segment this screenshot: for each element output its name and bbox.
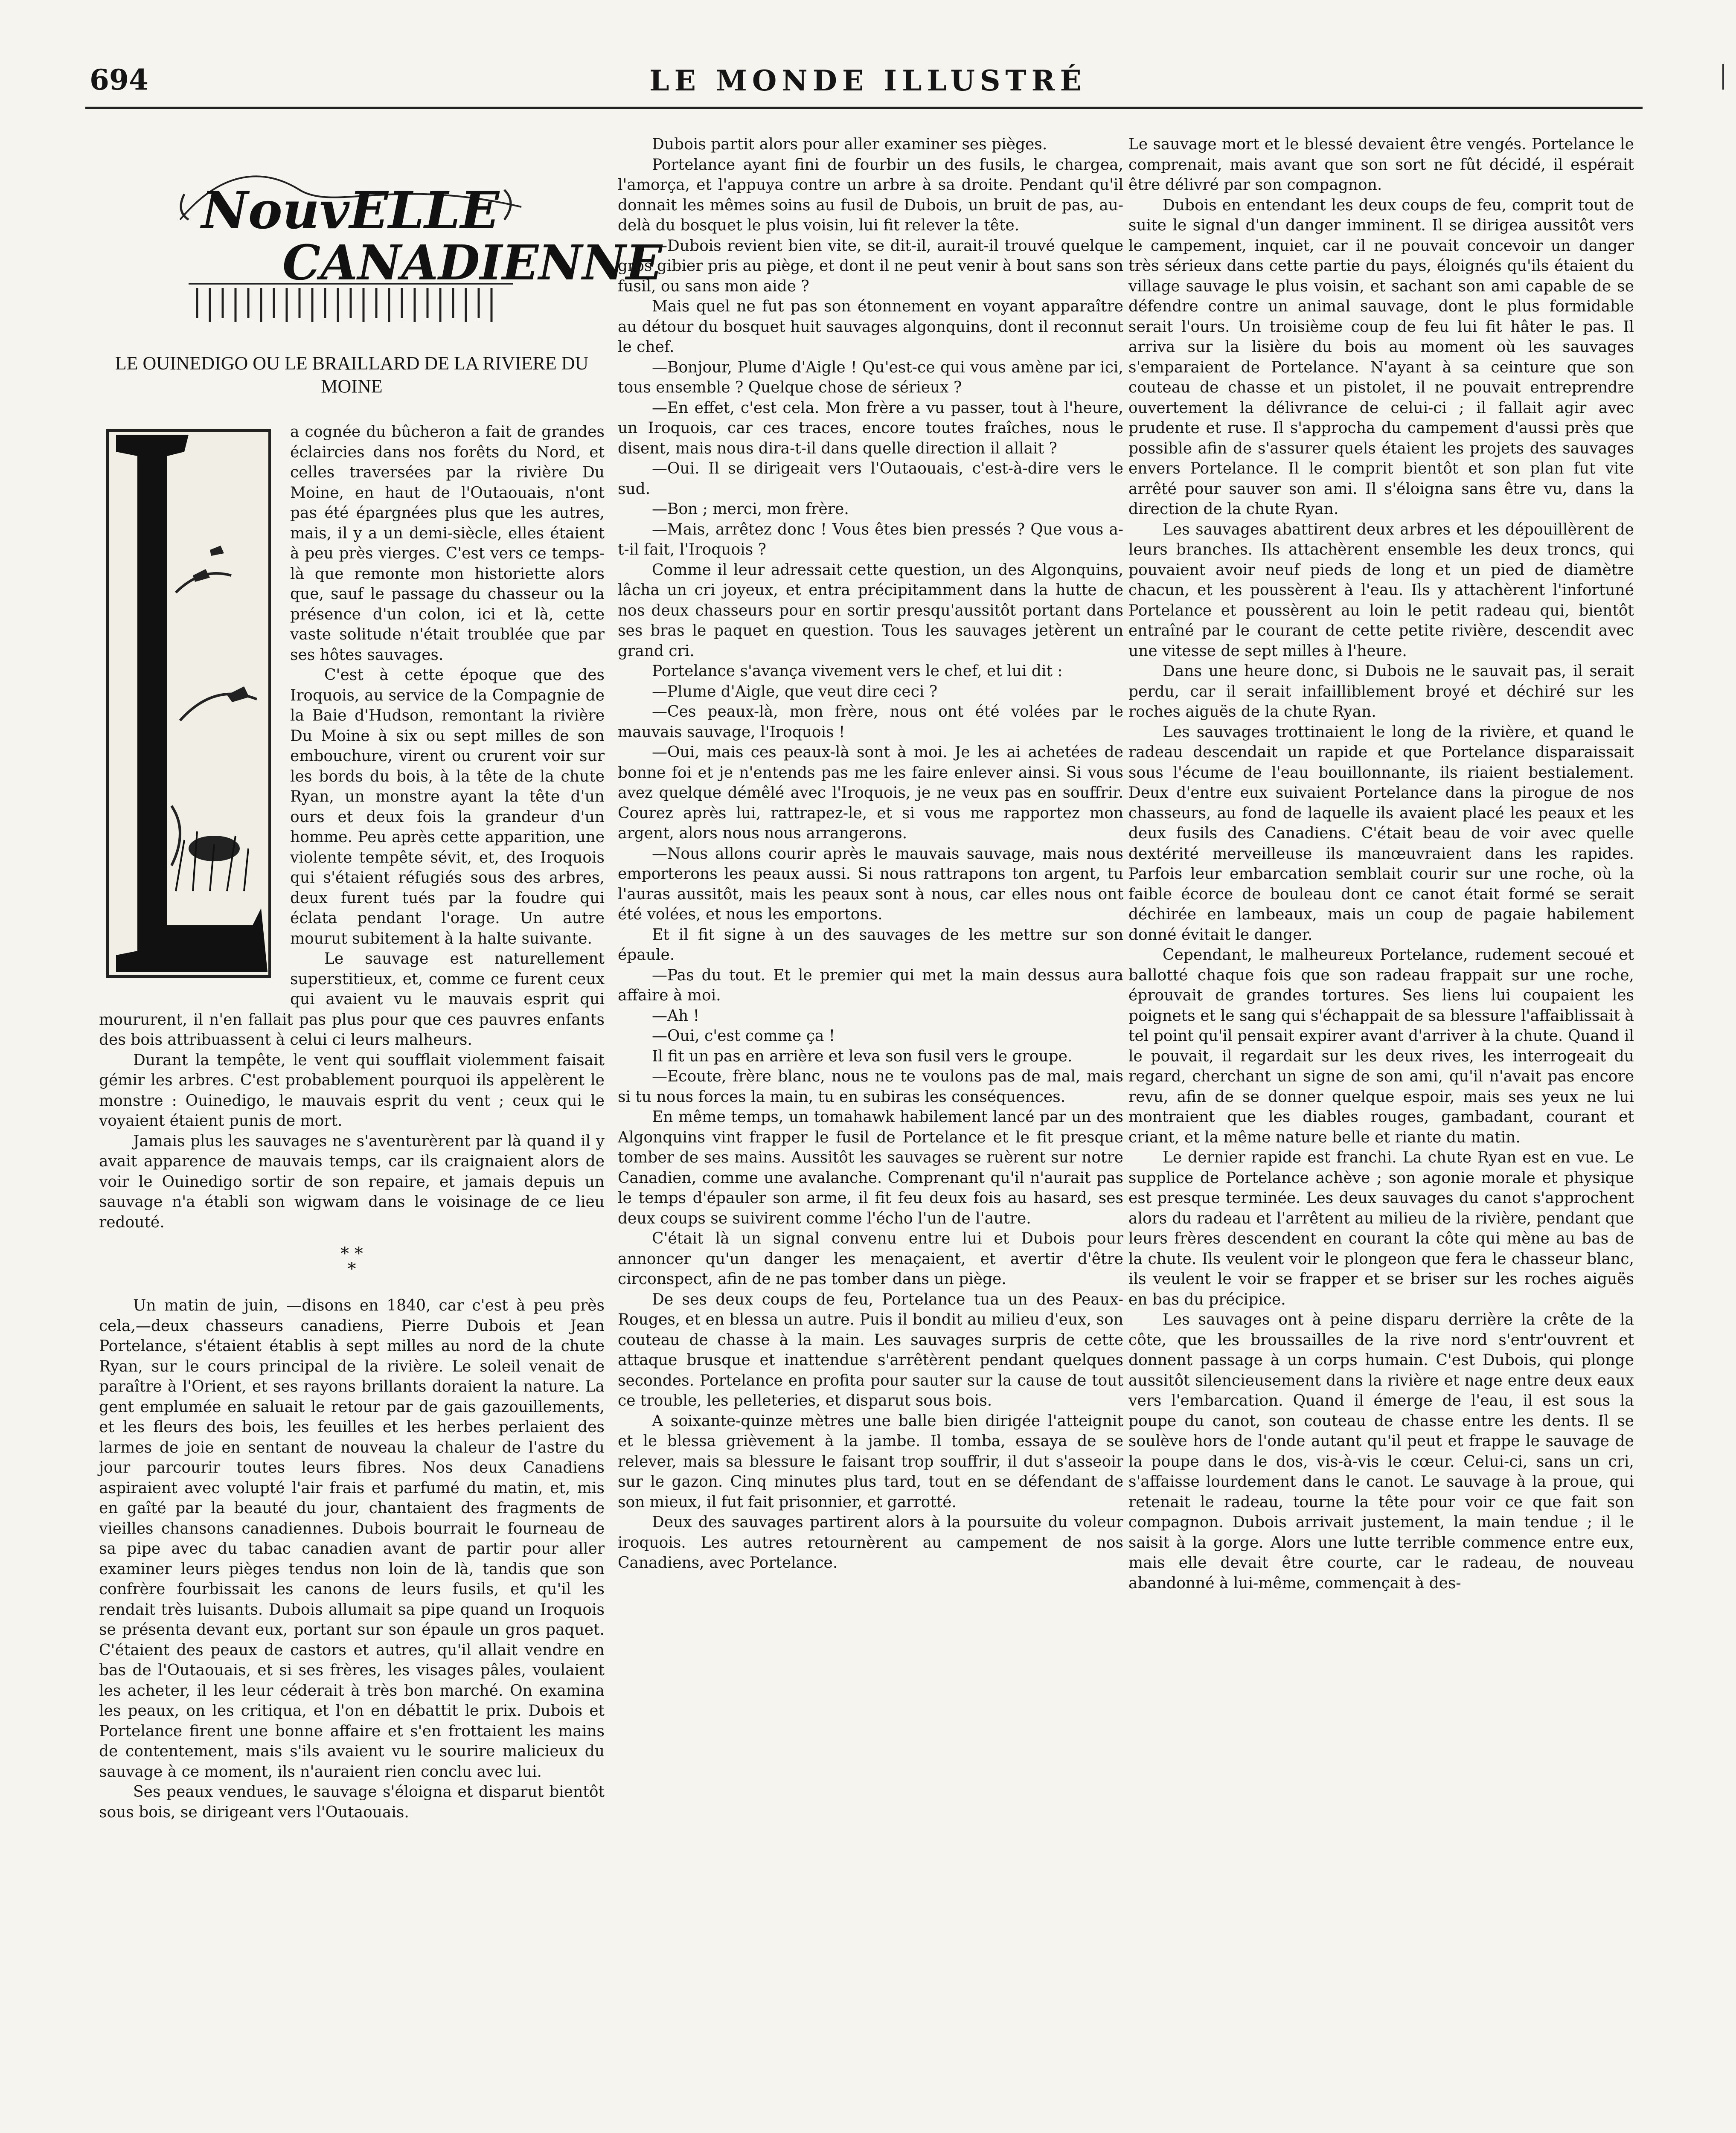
page-number: 694 — [90, 63, 148, 96]
article-paragraph: Le sauvage est naturellement superstitieux, et, comme ce furent ceux qui avaient vu le mauvais esprit qui moururent, il n'en fallait pas plus pour que ces pauvres enfants des bois attribuassent à celui ci leurs malheurs. — [99, 950, 605, 1049]
edge-mark — [1722, 64, 1731, 90]
article-paragraph: —Bonjour, Plume d'Aigle ! Qu'est-ce qui vous amène par ici, tous ensemble ? Quelque chose de sérieux ? — [618, 358, 1123, 396]
article-paragraph: Le sauvage mort et le blessé devaient être vengés. Portelance le comprenait, mais avant que son sort ne fût décidé, il espérait être délivré par son compagnon. — [1128, 136, 1634, 194]
article-title: LE OUINEDIGO OU LE BRAILLARD DE LA RIVIERE DU MOINE — [115, 353, 589, 397]
article-paragraph: —Ecoute, frère blanc, nous ne te voulons pas de mal, mais si tu nous forces la main, tu en subiras les conséquences. — [618, 1068, 1123, 1106]
svg-text:CANADIENNE: CANADIENNE — [282, 235, 663, 291]
article-paragraph: Portelance s'avança vivement vers le chef, et lui dit : — [652, 663, 1063, 680]
article-paragraph: —Oui, c'est comme ça ! — [652, 1027, 835, 1045]
article-paragraph: Dubois en entendant les deux coups de feu, comprit tout de suite le signal d'un danger imminent. Il se dirigea aussitôt vers le campement, inquiet, car il ne pouvait concevoir un danger très sérieux dans cette partie du pays, éloignés qu'ils étaient du village sauvage le plus voisin, et sachant son ami capable de se défendre contre un animal sauvage, dont le plus formidable serait l'ours. Un troisième coup de feu lui fit hâter le pas. Il arriva sur la lisière du bois au moment où les sauvages s'emparaient de Portelance. N'ayant à sa ceinture que son couteau de chasse et un pistolet, il ne pouvait entreprendre ouvertement la délivrance de celui-ci ; il fallait agir avec prudente et ruse. Il s'approcha du campement d'aussi près que possible afin de s'assurer quels étaient les projets des sauvages envers Portelance. Il le comprit bientôt et son plan fut vite arrêté pour sauver son ami. Il s'éloigna sans être vu, dans la direction de la chute Ryan. — [1128, 196, 1634, 518]
article-paragraph: —Ah ! — [652, 1007, 700, 1025]
article-paragraph: Les sauvages ont à peine disparu derrière la crête de la côte, que les broussailles de la rive nord s'entr'ouvrent et donnent passage à un corps humain. C'est Dubois, qui plonge aussitôt silencieusement dans la rivière et nage entre deux eaux vers l'embarcation. Quand il émerge de l'eau, il est sous la poupe du canot, son couteau de chasse entre les dents. Il se soulève hors de l'onde autant qu'il peut et frappe le sauvage de la poupe dans le dos, vis-à-vis le cœur. Celui-ci, sans un cri, s'affaisse lourdement dans le canot. Le sauvage à la proue, qui retenait le radeau, tourne la tête pour voir ce que fait son compagnon. Dubois arrivait justement, la main tendue ; il le saisit à la gorge. Alors une lutte terrible commence entre eux, mais elle devait être courte, car le radeau, de nouveau abandonné à lui-même, commençait à des- — [1128, 1311, 1634, 1592]
article-paragraph: Deux des sauvages partirent alors à la poursuite du voleur iroquois. Les autres retournèrent au campement de nos Canadiens, avec Portelance. — [618, 1514, 1123, 1572]
drop-cap-l-image — [99, 422, 278, 985]
article-paragraph: —Dubois revient bien vite, se dit-il, aurait-il trouvé quelque gros gibier pris au piège, et dont il ne peut venir à bout sans son fusil, ou sans mon aide ? — [618, 237, 1123, 295]
journal-title: LE MONDE ILLUSTRÉ — [649, 64, 1087, 97]
article-paragraph: Comme il leur adressait cette question, un des Algonquins, lâcha un cri joyeux, et entra précipitamment dans la hutte de nos deux chasseurs pour en sortir presqu'aussitôt portant dans ses bras le paquet en question. Tous les sauvages jetèrent un grand cri. — [618, 561, 1123, 660]
article-paragraph: En même temps, un tomahawk habilement lancé par un des Algonquins vint frapper le fusil de Portelance et le fit presque tomber de ses mains. Aussitôt les sauvages se ruèrent sur notre Canadien, comme une avalanche. Comprenant qu'il n'aurait pas le temps d'épauler son arme, il fit feu deux fois au hasard, ses deux coups se suivirent comme l'écho l'un de l'autre. — [618, 1108, 1123, 1227]
article-paragraph: a cognée du bûcheron a fait de grandes éclaircies dans nos forêts du Nord, et celles traversées par la rivière Du Moine, en haut de l'Outaouais, n'ont pas été épargnées plus que les autres, mais, il y a un demi-siècle, elles étaient à peu près vierges. C'est vers ce temps-là que remonte mon historiette alors que, sauf le passage du chasseur ou la présence d'un colon, ici et là, cette vaste solitude n'était troublée que par ses hôtes sauvages. — [290, 423, 605, 664]
article-paragraph: Portelance ayant fini de fourbir un des fusils, le chargea, l'amorça, et l'appuya contre un arbre à sa droite. Pendant qu'il donnait les mêmes soins au fusil de Dubois, un bruit de pas, au-delà du bosquet le plus voisin, lui fit relever la tête. — [618, 156, 1123, 234]
article-paragraph: —Plume d'Aigle, que veut dire ceci ? — [652, 683, 938, 700]
article-paragraph: Cependant, le malheureux Portelance, rudement secoué et ballotté chaque fois que son radeau frappait sur une roche, éprouvait de grandes tortures. Ses liens lui coupaient les poignets et le sang qui s'échappait de sa blessure l'affaiblissait à tel point qu'il pensait expirer avant d'arriver à la chute. Quand il le pouvait, il regardait sur les deux rives, les interrogeait du regard, cherchant un signe de son ami, qu'il n'avait pas encore revu, afin de se donner quelque espoir, mais ses yeux ne lui montraient que les diables rouges, gambadant, courant et criant, et la même nature belle et riante du matin. — [1128, 946, 1634, 1146]
article-paragraph: —Nous allons courir après le mauvais sauvage, mais nous emporterons les peaux aussi. Si nous rattrapons ton argent, tu l'auras aussitôt, mais les peaux sont à nous, car elles nous ont été volées, et nous les emportons. — [618, 845, 1123, 923]
article-paragraph: Un matin de juin, —disons en 1840, car c'est à peu près cela,—deux chasseurs canadiens, Pierre Dubois et Jean Portelance, s'étaient établis à sept milles au nord de la chute Ryan, sur le cours principal de la rivière. Le soleil venait de paraître à l'Orient, et ses rayons brillants doraient la nature. La gent emplumée en saluait le retour par de gais gazouillements, et les fleurs des bois, les feuilles et les herbes perlaient des larmes de joie en sentant de nouveau la chaleur de l'astre du jour parcourir toutes leurs fibres. Nos deux Canadiens aspiraient avec volupté l'air frais et parfumé du matin, et, mis en gaîté par la beauté du jour, chantaient des fragments de vieilles chansons canadiennes. Dubois bourrait le fourneau de sa pipe avec du tabac canadien avant de partir pour aller examiner leurs pièges tendus non loin de là, tandis que son confrère fourbissait les canons de leurs fusils, et qu'il les rendait très luisants. Dubois allumait sa pipe quand un Iroquois se présenta devant eux, portant sur son épaule un gros paquet. C'étaient des peaux de castors et autres, qu'il allait vendre en bas de l'Outaouais, et si ses frères, les visages pâles, voulaient les acheter, il les leur céderait à très bon marché. On examina les peaux, on les critiqua, et l'on en débattit le prix. Dubois et Portelance firent une bonne affaire et s'en frottaient les mains de contentement, mais s'ils avaient vu le sourire malicieux du sauvage à ce moment, ils n'auraient rien conclu avec lui. — [99, 1297, 605, 1781]
article-paragraph: —Bon ; merci, mon frère. — [652, 500, 849, 518]
svg-text:NouvELLE: NouvELLE — [201, 180, 500, 241]
article-paragraph: Le dernier rapide est franchi. La chute Ryan est en vue. Le supplice de Portelance achève ; son agonie morale et physique est presque terminée. Les deux sauvages du canot s'approchent alors du radeau et l'arrêtent au milieu de la rivière, pendant que leurs frères descendent en courant la côte qui mène au bas de la chute. Ils veulent voir le plongeon que fera le chasseur blanc, ils veulent le voir se frapper et se briser sur les roches aiguës en bas du précipice. — [1128, 1149, 1634, 1308]
nouvelle-canadienne-vignette — [172, 143, 663, 326]
article-paragraph: C'est à cette époque que des Iroquois, au service de la Compagnie de la Baie d'Hudson, remontant la rivière Du Moine à six ou sept milles de son embouchure, virent ou crurent voir sur les bords du bois, à la tête de la chute Ryan, un monstre ayant la tête d'un ours et deux fois la grandeur d'un homme. Peu après cette apparition, une violente tempête sévit, et, des Iroquois qui s'étaient réfugiés sous des arbres, deux furent tués par la foudre qui éclata pendant l'orage. Un autre mourut subitement à la halte suivante. — [290, 666, 605, 947]
article-paragraph: Mais quel ne fut pas son étonnement en voyant apparaître au détour du bosquet huit sauvages algonquins, dont il reconnut le chef. — [618, 298, 1123, 356]
article-paragraph: Durant la tempête, le vent qui soufflait violemment faisait gémir les arbres. C'est probablement pourquoi ils appelèrent le monstre : Ouinedigo, le mauvais esprit du vent ; ceux qui le voyaient étaient punis de mort. — [99, 1051, 605, 1130]
article-paragraph: A soixante-quinze mètres une balle bien dirigée l'atteignit et le blessa grièvement à la jambe. Il tomba, essaya de se relever, mais sa blessure le faisant trop souffrir, il dut s'asseoir sur le gazon. Cinq minutes plus tard, tout en se défendant de son mieux, il fut fait prisonnier, et garrotté. — [618, 1412, 1123, 1511]
article-paragraph: —Oui. Il se dirigeait vers l'Outaouais, c'est-à-dire vers le sud. — [618, 460, 1123, 498]
column-2 — [618, 134, 1123, 2133]
section-break-stars: * * * — [340, 1244, 363, 1279]
header-rule — [85, 107, 1643, 109]
article-paragraph: —En effet, c'est cela. Mon frère a vu passer, tout à l'heure, un Iroquois, car ces traces, encore toutes fraîches, nous le disent, mais nous dira-t-il dans quelle direction il allait ? — [618, 399, 1123, 457]
article-paragraph: —Ces peaux-là, mon frère, nous ont été volées par le mauvais sauvage, l'Iroquois ! — [618, 703, 1123, 741]
section-vignette — [99, 134, 663, 339]
article-paragraph: Dans une heure donc, si Dubois ne le sauvait pas, il serait perdu, car il serait infailliblement broyé et déchiré sur les roches aiguës de la chute Ryan. — [1128, 663, 1634, 721]
drop-cap-illustration — [99, 422, 278, 989]
article-paragraph: —Oui, mais ces peaux-là sont à moi. Je les ai achetées de bonne foi et je n'entends pas me les faire enlever ainsi. Si vous avez quelque démêlé avec l'Iroquois, je ne veux pas en souffrir. Courez après lui, rattrapez-le, et si vous me rapportez mon argent, alors nous nous arrangerons. — [618, 744, 1123, 842]
article-paragraph: Jamais plus les sauvages ne s'aventurèrent par là quand il y avait apparence de mauvais temps, car ils craignaient alors de voir le Ouinedigo sortir de son repaire, et jamais depuis un sauvage n'a établi son wigwam dans le voisinage de ce lieu redouté. — [99, 1132, 605, 1231]
article-paragraph: —Mais, arrêtez donc ! Vous êtes bien pressés ? Que vous a-t-il fait, l'Iroquois ? — [618, 520, 1123, 558]
article-paragraph: C'était là un signal convenu entre lui et Dubois pour annoncer qu'un danger les menaçaient, et avertir d'être circonspect, afin de ne pas tomber dans un piège. — [618, 1230, 1123, 1288]
article-paragraph: Les sauvages abattirent deux arbres et les dépouillèrent de leurs branches. Ils attachèrent ensemble les deux troncs, qui pouvaient avoir neuf pieds de long et un pied de diamètre chacun, et les poussèrent à l'eau. Ils y attachèrent l'infortuné Portelance et poussèrent au loin le petit radeau qui, bientôt entraîné par le courant de cette petite rivière, descendit avec une vitesse de sept milles à l'heure. — [1128, 520, 1634, 660]
article-paragraph: Ses peaux vendues, le sauvage s'éloigna et disparut bientôt sous bois, se dirigeant vers l'Outaouais. — [99, 1783, 605, 1821]
article-paragraph: —Pas du tout. Et le premier qui met la main dessus aura affaire à moi. — [618, 966, 1123, 1004]
article-paragraph: Les sauvages trottinaient le long de la rivière, et quand le radeau descendait un rapide et que Portelance disparaissait sous l'écume de l'eau bouillonnante, ils riaient bestialement. Deux d'entre eux suivaient Portelance dans la pirogue de nos chasseurs, au fond de laquelle ils avaient placé les peaux et les deux fusils des Canadiens. C'était beau de voir avec quelle dextérité merveilleuse ils manœuvraient dans les rapides. Parfois leur embarcation semblait courir sur une roche, où la faible écorce de bouleau dont ce canot était formé se serait déchirée en lambeaux, mais un coup de pagaie habilement donné évitait le danger. — [1128, 723, 1634, 944]
column-3 — [1128, 134, 1634, 2133]
article-paragraph: De ses deux coups de feu, Portelance tua un des Peaux-Rouges, et en blessa un autre. Puis il bondit au milieu d'eux, son couteau de chasse à la main. Les sauvages surpris de cette attaque brusque et inattendue s'arrêtèrent pendant quelques secondes. Portelance en profita pour sauter sur la cause de tout ce trouble, les pelleteries, et disparut sous bois. — [618, 1290, 1123, 1409]
article-paragraph: Dubois partit alors pour aller examiner ses pièges. — [652, 136, 1047, 153]
column-1 — [99, 134, 663, 2133]
article-paragraph: Et il fit signe à un des sauvages de les mettre sur son épaule. — [618, 926, 1123, 964]
article-paragraph: Il fit un pas en arrière et leva son fusil vers le groupe. — [652, 1047, 1073, 1065]
